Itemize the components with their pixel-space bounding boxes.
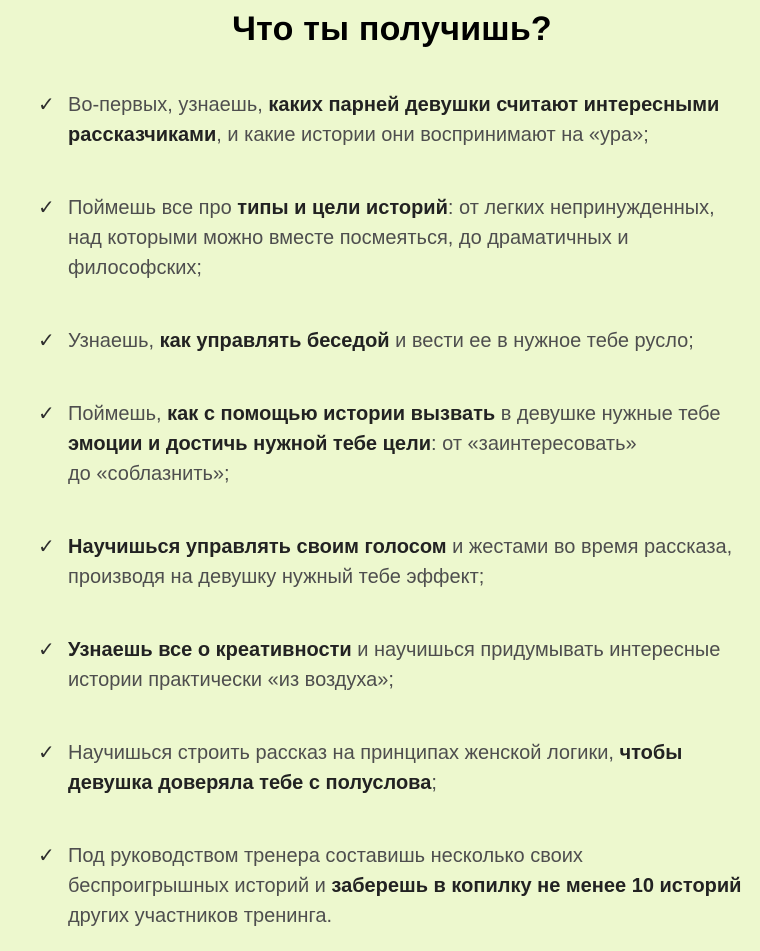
- list-item: [38, 90, 746, 150]
- text-segment-bold: чтобы девушка доверяла тебе с полуслова: [68, 742, 683, 794]
- text-segment: других участников тренинга.: [68, 905, 332, 927]
- text-segment-bold: как управлять беседой: [159, 330, 390, 352]
- benefits-list: [38, 90, 746, 931]
- text-segment: Поймешь все про: [68, 197, 238, 219]
- text-segment: Во-первых, узнаешь,: [68, 94, 269, 116]
- text-segment-bold: типы и цели историй: [237, 197, 448, 219]
- text-segment: и жестами во время рассказа, производя на девушку нужный тебе эффект;: [68, 536, 733, 588]
- benefit-text: [68, 841, 746, 931]
- checkmark-icon: ✓: [38, 639, 55, 661]
- checkmark-icon: ✓: [38, 742, 55, 764]
- text-segment: ;: [431, 772, 437, 794]
- text-segment-bold: эмоции и достичь нужной тебе цели: [68, 433, 432, 455]
- checkmark-icon: ✓: [38, 197, 55, 219]
- text-segment-bold: заберешь в копилку не менее 10 историй: [331, 875, 742, 897]
- text-segment: Узнаешь,: [68, 330, 160, 352]
- list-item: [38, 193, 746, 283]
- text-segment: Под руководством тренера составишь несколько своих беспроигрышных историй и: [68, 845, 583, 897]
- text-segment: Научишься строить рассказ на принципах женской логики,: [68, 742, 620, 764]
- benefit-text: [68, 399, 746, 489]
- text-segment: , и какие истории они воспринимают на «ура»;: [216, 124, 649, 146]
- checkmark-icon: ✓: [38, 845, 55, 867]
- benefit-text: [68, 193, 746, 283]
- list-item: [38, 532, 746, 592]
- benefit-text: [68, 326, 746, 356]
- list-item: [38, 738, 746, 798]
- checkmark-icon: ✓: [38, 403, 55, 425]
- list-item: [38, 326, 746, 356]
- text-segment: до «соблазнить»;: [68, 463, 230, 485]
- text-segment: : от «заинтересовать»: [431, 433, 637, 455]
- list-item: [38, 841, 746, 931]
- checkmark-icon: ✓: [38, 536, 55, 558]
- checkmark-icon: ✓: [38, 330, 55, 352]
- list-item: [38, 399, 746, 489]
- benefit-text: [68, 532, 746, 592]
- benefit-text: [68, 635, 746, 695]
- text-segment: : от легких непринужденных, над которыми можно вместе посмеяться, до драматичных и философских;: [68, 197, 715, 279]
- text-segment-bold: Узнаешь все о креативности: [68, 639, 352, 661]
- text-segment-bold: Научишься управлять своим голосом: [68, 536, 447, 558]
- text-segment-bold: как с помощью истории вызвать: [167, 403, 496, 425]
- text-segment: и вести ее в нужное тебе русло;: [389, 330, 694, 352]
- benefit-text: [68, 90, 746, 150]
- benefit-text: [68, 738, 746, 798]
- text-segment: в девушке нужные тебе: [495, 403, 721, 425]
- page-title: Что ты получишь?: [232, 10, 552, 48]
- list-item: [38, 635, 746, 695]
- checkmark-icon: ✓: [38, 94, 55, 116]
- text-segment: Поймешь,: [68, 403, 168, 425]
- text-segment-bold: каких парней девушки считают интересными рассказчиками: [68, 94, 720, 146]
- text-segment: и научишься придумывать интересные истории практически «из воздуха»;: [68, 639, 721, 691]
